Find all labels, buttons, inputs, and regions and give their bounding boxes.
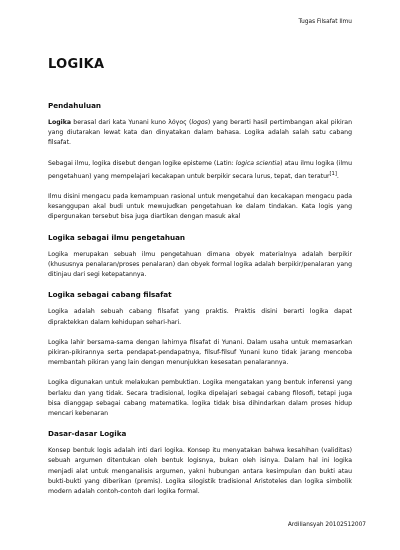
section-heading: Dasar-dasar Logika [48,429,127,439]
page-header: Tugas Filsafat Ilmu [298,19,352,25]
paragraph-text: ) yang berarti hasil pertimbangan akal pikiran yang diutarakan lewat kata dan dinyatakan dalam bahasa. Logika adalah salah satu cabang filsafat. [48,119,353,147]
paragraph: Logika merupakan sebuah ilmu pengetahuan dimana obyek materialnya adalah berpikir (khususnya penalaran/proses penalaran) dan obyek formal logika adalah berpikir/penalaran yang ditinjau dari segi ketepatannya. [48,250,352,279]
paragraph: Ilmu disini mengacu pada kemampuan rasional untuk mengetahui dan kecakapan mengacu pada kesanggupan akal budi untuk mewujudkan pengetahuan ke dalam tindakan. Kata logis yang dipergunakan tersebut bisa juga diartikan dengan masuk akal [48,193,352,221]
paragraph-text: ) atau ilmu logika (ilmu pengetahuan) yang mempelajari kecakapan untuk berpikir secara lurus, tepat, dan teratur [48,159,352,180]
paragraph-text: Sebagai ilmu, logika disebut dengan logike episteme (Latin: [48,159,236,167]
term-italic: logica scientia [235,159,281,167]
section-heading: Logika sebagai ilmu pengetahuan [48,232,186,242]
paragraph-text: . [336,172,339,180]
footnote-ref: [1] [329,170,337,177]
section-pendahuluan [48,101,352,223]
page-footer: Ardiliansyah 20102512007 [287,522,366,528]
paragraph: Logika lahir bersama-sama dengan lahirnya filsafat di Yunani. Dalam usaha untuk memasarkan pikiran-pikirannya serta pendapat-pendapatnya, filsuf-filsuf Yunani kuno tidak jarang mencoba membantah pikiran yang lain dengan menunjukkan kesesatan penalarannya. [48,338,352,367]
section-heading: Pendahuluan [48,101,102,110]
section-cabang-filsafat [48,290,352,419]
term-bold: Logika [48,119,72,126]
paragraph-text: berasal dari kata Yunani kuno λόγος ( [71,119,192,126]
section-heading: Logika sebagai cabang filsafat [48,290,172,300]
term-italic: logos [191,119,208,126]
paragraph: Konsep bentuk logis adalah inti dari logika. Konsep itu menyatakan bahwa kesahihan (validitas) sebuah argumen ditentukan oleh bentuk logisnya, bukan oleh isinya. Dalam hal ini logika menjadi alat untuk menganalisis argumen, yakni hubungan antara kesimpulan dan bukti atau bukti-bukti yang diberikan (premis). Logika silogistik tradisional Aristoteles dan logika simbolik modern adalah contoh-contoh dari logika formal. [48,447,352,495]
paragraph [48,159,352,182]
paragraph: Logika digunakan untuk melakukan pembuktian. Logika mengatakan yang bentuk inferensi yang berlaku dan yang tidak. Secara tradisional, logika dipelajari sebagai cabang filosofi, tetapi juga bisa dianggap sebagai cabang matematika. logika tidak bisa dihindarkan dalam proses hidup mencari kebenaran [48,379,352,417]
section-ilmu-pengetahuan [48,233,352,281]
section-dasar-logika [48,429,352,497]
document-title: LOGIKA [48,57,105,72]
document-body [48,97,352,507]
paragraph [48,118,352,149]
paragraph: Logika adalah sebuah cabang filsafat yang praktis. Praktis disini berarti logika dapat dipraktekkan dalam kehidupan sehari-hari. [48,308,352,326]
